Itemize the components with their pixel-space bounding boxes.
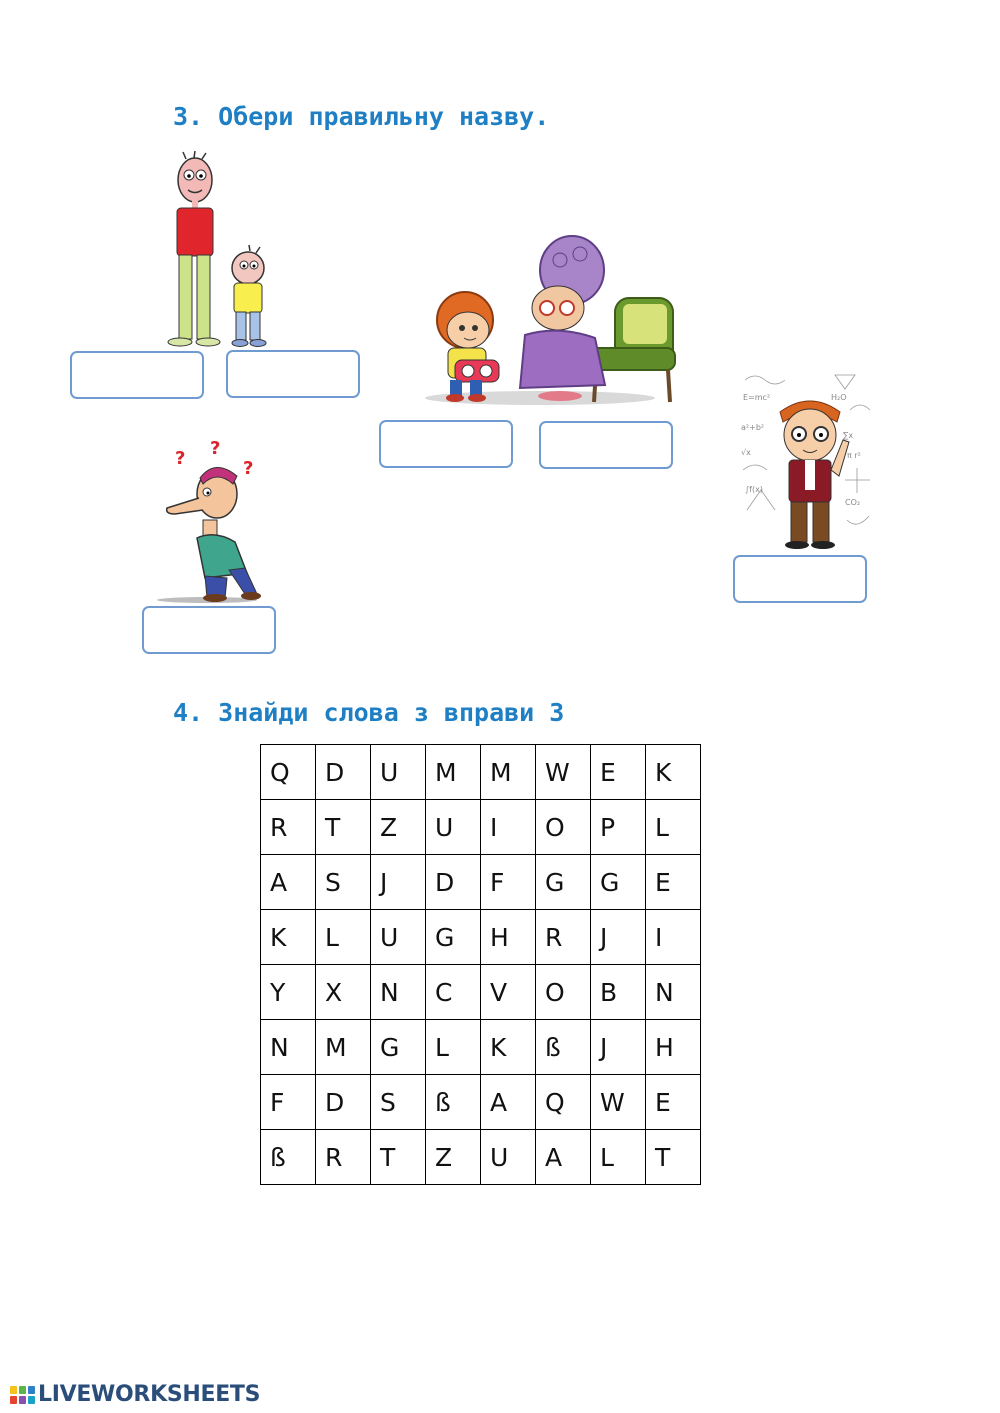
svg-text:?: ? <box>243 458 254 479</box>
grid-cell[interactable]: G <box>536 855 591 910</box>
grid-cell[interactable]: P <box>591 800 646 855</box>
grid-cell[interactable]: R <box>536 910 591 965</box>
tall-and-short-illustration <box>150 150 280 350</box>
grid-cell[interactable]: F <box>261 1075 316 1130</box>
grid-cell[interactable]: K <box>261 910 316 965</box>
grid-cell[interactable]: Z <box>426 1130 481 1185</box>
grid-cell[interactable]: M <box>426 745 481 800</box>
svg-text:∑x: ∑x <box>843 431 854 440</box>
grid-cell[interactable]: H <box>481 910 536 965</box>
grid-cell[interactable]: K <box>481 1020 536 1075</box>
word-search-grid <box>260 744 701 1185</box>
grid-cell[interactable]: J <box>591 910 646 965</box>
grid-cell[interactable]: C <box>426 965 481 1020</box>
svg-text:E=mc²: E=mc² <box>743 393 771 402</box>
grid-row <box>261 1075 701 1130</box>
grid-cell[interactable]: H <box>646 1020 701 1075</box>
grid-cell[interactable]: U <box>371 745 426 800</box>
svg-text:∫f(x): ∫f(x) <box>745 485 763 494</box>
grid-cell[interactable]: ß <box>536 1020 591 1075</box>
svg-text:√x: √x <box>741 448 751 457</box>
grid-cell[interactable]: M <box>481 745 536 800</box>
grid-cell[interactable]: G <box>426 910 481 965</box>
grid-cell[interactable]: W <box>536 745 591 800</box>
grid-cell[interactable]: E <box>591 745 646 800</box>
grid-row <box>261 800 701 855</box>
smart-boy-illustration <box>735 360 885 550</box>
grid-row <box>261 855 701 910</box>
grid-cell[interactable]: T <box>316 800 371 855</box>
grid-cell[interactable]: Z <box>371 800 426 855</box>
svg-text:π r²: π r² <box>847 451 861 460</box>
svg-text:CO₂: CO₂ <box>845 498 861 507</box>
confused-man-illustration <box>145 438 270 603</box>
grid-cell[interactable]: S <box>371 1075 426 1130</box>
grid-cell[interactable]: Y <box>261 965 316 1020</box>
grid-cell[interactable]: L <box>426 1020 481 1075</box>
logo-blocks-icon <box>10 1386 35 1404</box>
child-and-grandmother-illustration <box>410 230 680 410</box>
liveworksheets-logo <box>10 1382 260 1407</box>
grid-cell[interactable]: G <box>371 1020 426 1075</box>
grid-cell[interactable]: L <box>646 800 701 855</box>
answer-box-young[interactable] <box>379 420 513 468</box>
grid-cell[interactable]: D <box>426 855 481 910</box>
grid-cell[interactable]: M <box>316 1020 371 1075</box>
grid-cell[interactable]: X <box>316 965 371 1020</box>
grid-cell[interactable]: N <box>646 965 701 1020</box>
grid-cell[interactable]: F <box>481 855 536 910</box>
answer-box-tall[interactable] <box>70 351 204 399</box>
grid-row <box>261 1130 701 1185</box>
svg-text:?: ? <box>175 448 186 469</box>
grid-cell[interactable]: I <box>481 800 536 855</box>
grid-cell[interactable]: V <box>481 965 536 1020</box>
grid-cell[interactable]: Q <box>261 745 316 800</box>
grid-cell[interactable]: J <box>591 1020 646 1075</box>
svg-text:?: ? <box>210 438 221 459</box>
grid-cell[interactable]: A <box>481 1075 536 1130</box>
grid-cell[interactable]: U <box>481 1130 536 1185</box>
grid-row <box>261 910 701 965</box>
grid-cell[interactable]: U <box>426 800 481 855</box>
grid-cell[interactable]: N <box>261 1020 316 1075</box>
grid-cell[interactable]: J <box>371 855 426 910</box>
logo-text: LIVEWORKSHEETS <box>38 1382 261 1407</box>
grid-cell[interactable]: D <box>316 745 371 800</box>
grid-cell[interactable]: A <box>536 1130 591 1185</box>
exercise-4-title: 4. Знайди слова з вправи 3 <box>173 698 565 727</box>
grid-row <box>261 745 701 800</box>
grid-cell[interactable]: D <box>316 1075 371 1130</box>
svg-text:H₂O: H₂O <box>831 393 847 402</box>
grid-cell[interactable]: ß <box>261 1130 316 1185</box>
grid-row <box>261 1020 701 1075</box>
grid-cell[interactable]: L <box>591 1130 646 1185</box>
grid-row <box>261 965 701 1020</box>
exercise-3-title: 3. Обери правильну назву. <box>173 102 550 131</box>
grid-cell[interactable]: E <box>646 1075 701 1130</box>
grid-cell[interactable]: O <box>536 800 591 855</box>
grid-cell[interactable]: O <box>536 965 591 1020</box>
grid-cell[interactable]: L <box>316 910 371 965</box>
grid-cell[interactable]: W <box>591 1075 646 1130</box>
grid-cell[interactable]: ß <box>426 1075 481 1130</box>
grid-cell[interactable]: S <box>316 855 371 910</box>
grid-cell[interactable]: Q <box>536 1075 591 1130</box>
svg-text:a²+b²: a²+b² <box>741 423 765 432</box>
grid-cell[interactable]: A <box>261 855 316 910</box>
answer-box-confused[interactable] <box>142 606 276 654</box>
answer-box-short[interactable] <box>226 350 360 398</box>
grid-cell[interactable]: T <box>371 1130 426 1185</box>
grid-cell[interactable]: R <box>261 800 316 855</box>
grid-cell[interactable]: E <box>646 855 701 910</box>
grid-cell[interactable]: K <box>646 745 701 800</box>
grid-cell[interactable]: N <box>371 965 426 1020</box>
grid-cell[interactable]: U <box>371 910 426 965</box>
grid-cell[interactable]: I <box>646 910 701 965</box>
answer-box-old[interactable] <box>539 421 673 469</box>
grid-cell[interactable]: R <box>316 1130 371 1185</box>
grid-cell[interactable]: T <box>646 1130 701 1185</box>
grid-cell[interactable]: G <box>591 855 646 910</box>
answer-box-smart[interactable] <box>733 555 867 603</box>
grid-cell[interactable]: B <box>591 965 646 1020</box>
